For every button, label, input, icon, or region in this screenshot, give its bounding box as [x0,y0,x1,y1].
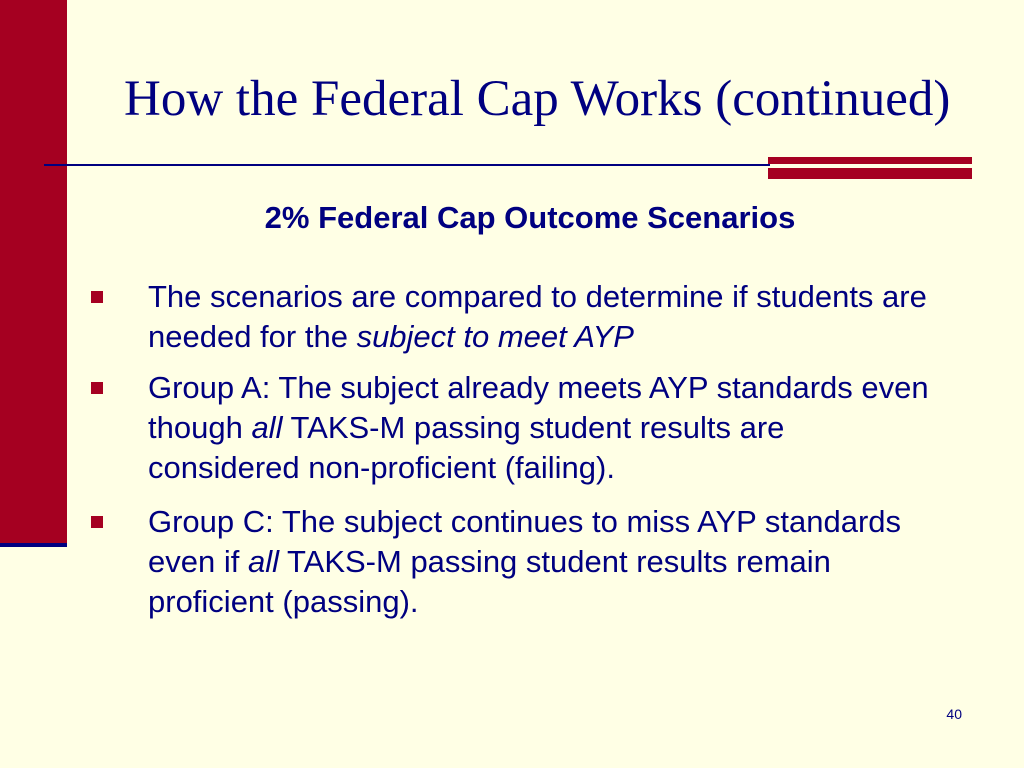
bullet-text [148,368,929,488]
bullet-text-segment: The scenarios are compared to determine if students are [148,279,927,314]
bullet-text-italic: all [251,410,283,445]
bullet-text-italic: subject to meet AYP [356,319,634,354]
title-accent-stripe-top [768,157,972,164]
bullet-text-segment: TAKS-M passing student results remain [278,544,831,579]
bullet-text-segment: needed for the [148,319,357,354]
page-number: 40 [946,706,962,722]
bullet-text [148,277,927,357]
bullet-text-italic: all [247,544,279,579]
slide-title: How the Federal Cap Works (continued) [124,71,951,127]
bullet-text [148,502,901,622]
title-underline [44,164,770,166]
red-square-bullet-icon [91,516,103,528]
bullet-text-segment: even if [148,544,248,579]
bullet-text-segment: Group A: The subject already meets AYP standards even [148,370,929,405]
bullet-text-segment: proficient (passing). [148,584,419,619]
bullet-text-segment: considered non-proficient (failing). [148,450,615,485]
bullet-text-segment: TAKS-M passing student results are [282,410,785,445]
title-accent-stripe-bottom [768,168,972,179]
red-square-bullet-icon [91,382,103,394]
bullet-text-segment: Group C: The subject continues to miss AYP standards [148,504,902,539]
left-accent-bar [0,0,67,543]
slide-subtitle: 2% Federal Cap Outcome Scenarios [264,200,796,235]
red-square-bullet-icon [91,291,103,303]
left-accent-bar-rule [0,543,67,547]
bullet-text-segment: though [148,410,252,445]
